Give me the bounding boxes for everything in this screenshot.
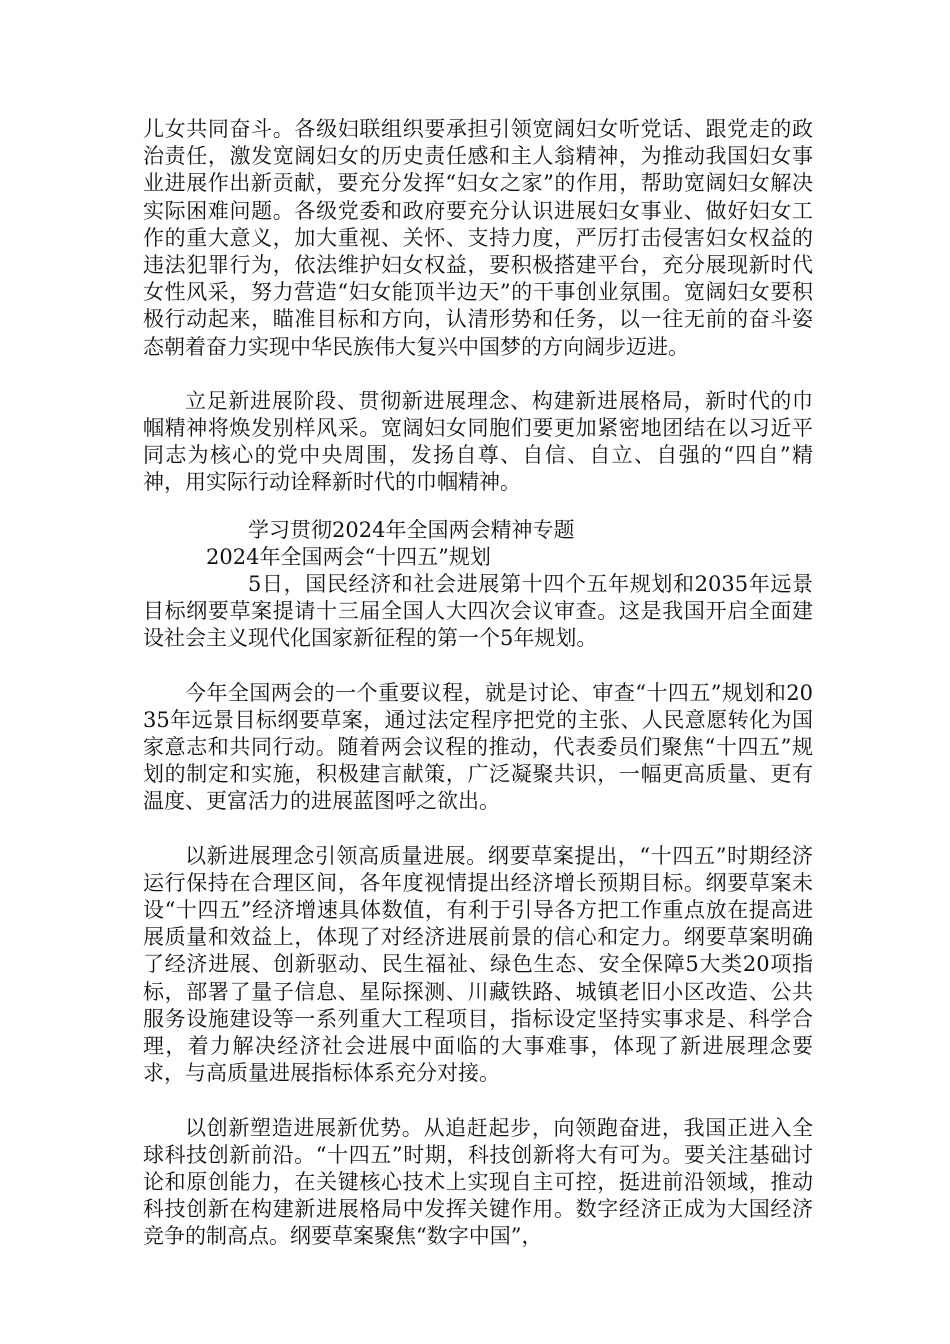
paragraph-gap <box>143 816 813 843</box>
paragraph-new-era-spirit: 立足新进展阶段、贯彻新进展理念、构建新进展格局，新时代的巾帼精神将焕发别样风采。宽阔妇女同胞们要更加紧密地团结在以习近平同志为核心的党中央周围，发扬自尊、自信、自立、自强的“四自”精神，用实际行动诠释新时代的巾帼精神。 <box>143 388 813 495</box>
paragraph-two-sessions: 今年全国两会的一个重要议程，就是讨论、审查“十四五”规划和2035年远景目标纲要草案，通过法定程序把党的主张、人民意愿转化为国家意志和共同行动。随着两会议程的推动，代表委员们聚焦“十四五”规划的制定和实施，积极建言献策，广泛凝聚共识，一幅更高质量、更有温度、更富活力的进展蓝图呼之欲出。 <box>143 680 813 814</box>
section-heading-topic: 学习贯彻2024年全国两会精神专题 <box>248 517 575 542</box>
paragraph-gap <box>143 1088 813 1115</box>
section-heading-plan: 2024年全国两会“十四五”规划 <box>206 544 491 569</box>
paragraph-gap <box>143 497 813 517</box>
paragraph-innovation: 以创新塑造进展新优势。从追赶起步，向领跑奋进，我国正进入全球科技创新前沿。“十四五”时期，科技创新将大有可为。要关注基础讨论和原创能力，在关键核心技术上实现自主可控，挺进前沿领域，推动科技创新在构建新进展格局中发挥关键作用。数字经济正成为大国经济竞争的制高点。纲要草案聚焦“数字中国”， <box>143 1115 813 1249</box>
paragraph-gap <box>143 653 813 680</box>
paragraph-gap <box>143 361 813 388</box>
document-page <box>143 116 813 1251</box>
paragraph-plan-intro: 5日，国民经济和社会进展第十四个五年规划和2035年远景目标纲要草案提请十三届全国人大四次会议审查。这是我国开启全面建设社会主义现代化国家新征程的第一个5年规划。 <box>143 572 813 651</box>
paragraph-women-work: 儿女共同奋斗。各级妇联组织要承担引领宽阔妇女听党话、跟党走的政治责任，激发宽阔妇女的历史责任感和主人翁精神，为推动我国妇女事业进展作出新贡献，要充分发挥“妇女之家”的作用，帮助宽阔妇女解决实际困难问题。各级党委和政府要充分认识进展妇女事业、做好妇女工作的重大意义，加大重视、关怀、支持力度，严厉打击侵害妇女权益的违法犯罪行为，依法维护妇女权益，要积极搭建平台，充分展现新时代女性风采，努力营造“妇女能顶半边天”的干事创业氛围。宽阔妇女要积极行动起来，瞄准目标和方向，认清形势和任务，以一往无前的奋斗姿态朝着奋力实现中华民族伟大复兴中国梦的方向阔步迈进。 <box>143 117 813 359</box>
paragraph-high-quality-development: 以新进展理念引领高质量进展。纲要草案提出，“十四五”时期经济运行保持在合理区间，各年度视情提出经济增长预期目标。纲要草案未设“十四五”经济增速具体数值，有利于引导各方把工作重点放在提高进展质量和效益上，体现了对经济进展前景的信心和定力。纲要草案明确了经济进展、创新驱动、民生福祉、绿色生态、安全保障5大类20项指标，部署了量子信息、星际探测、川藏铁路、城镇老旧小区改造、公共服务设施建设等一系列重大工程项目，指标设定坚持实事求是、科学合理，着力解决经济社会进展中面临的大事难事，体现了新进展理念要求，与高质量进展指标体系充分对接。 <box>143 843 813 1086</box>
